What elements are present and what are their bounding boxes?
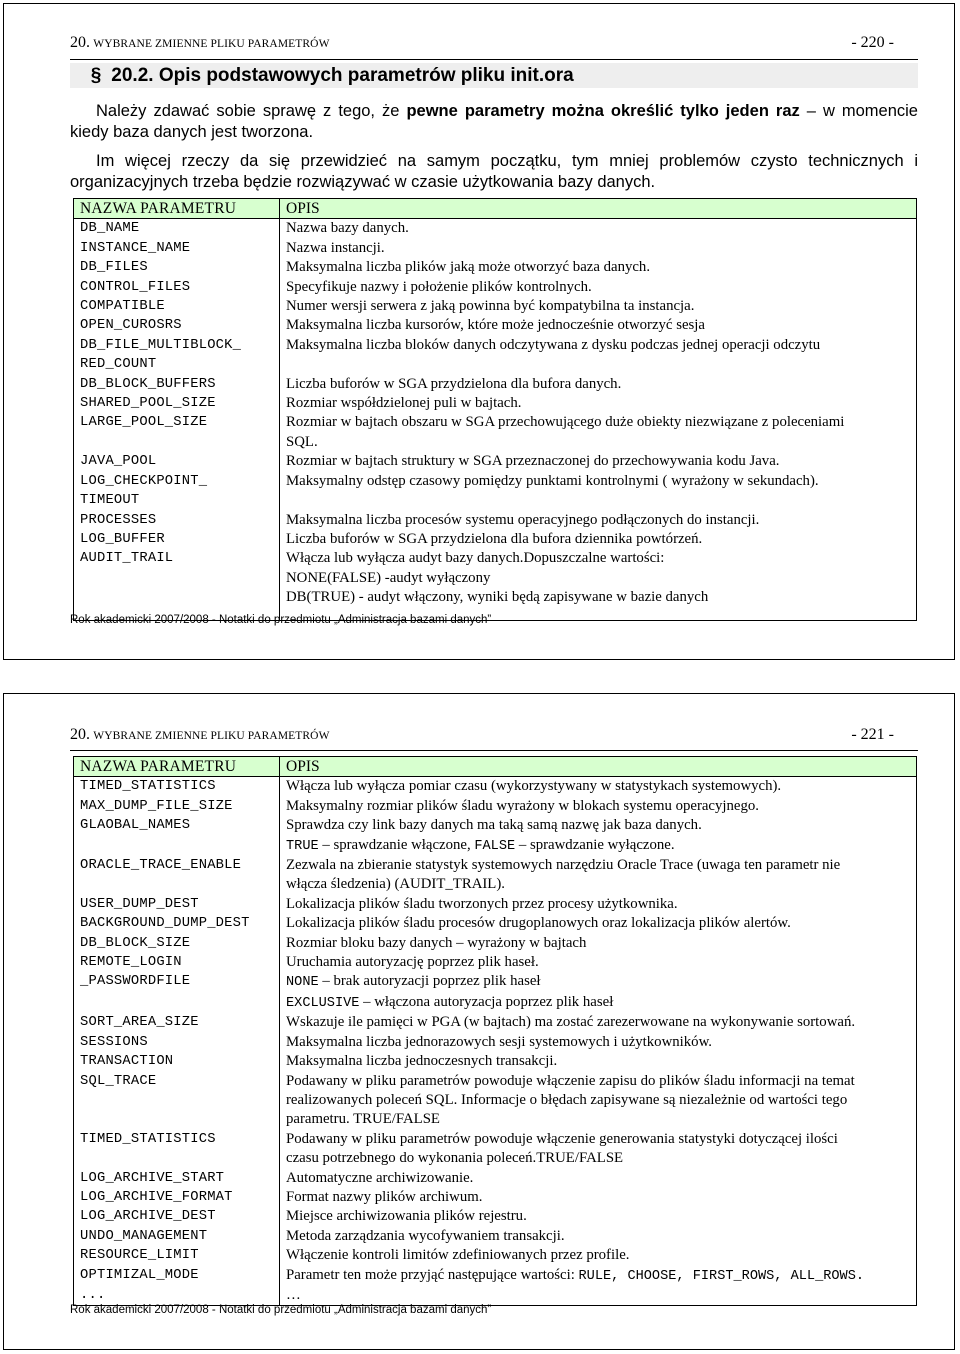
parameter-description <box>280 413 917 452</box>
parameter-name: DB_BLOCK_SIZE <box>74 934 280 953</box>
table-row <box>74 1286 917 1306</box>
description-line: Maksymalna liczba procesów systemu operacyjnego podłączonych do instancji. <box>286 511 760 528</box>
table-row <box>74 856 917 895</box>
parameter-name: JAVA_POOL <box>74 452 280 471</box>
chapter-number: 20. <box>70 34 90 51</box>
page-header <box>70 726 918 744</box>
table-row <box>74 316 917 335</box>
option-note: – włączona autoryzacja poprzez plik haseł <box>359 993 614 1010</box>
parameter-name: SORT_AREA_SIZE <box>74 1013 280 1032</box>
parameter-description <box>280 219 917 239</box>
description-line: Sprawdza czy link bazy danych ma taką samą nazwę jak baza danych. <box>286 817 702 834</box>
chapter-number: 20. <box>70 726 90 743</box>
table-row <box>74 953 917 1013</box>
description-line: Włącza lub wyłącza audyt bazy danych.Dopuszczalne wartości: <box>286 550 665 567</box>
parameter-name: BACKGROUND_DUMP_DEST <box>74 914 280 933</box>
parameters-table <box>73 198 917 621</box>
table-row <box>74 336 917 375</box>
value-false: FALSE <box>474 838 516 854</box>
parameter-name: TIMED_STATISTICS <box>74 777 280 797</box>
description-line: Maksymalny rozmiar plików śladu wyrażony w blokach systemu operacyjnego. <box>286 797 759 814</box>
description-line: Metoda zarządzania wycofywaniem transakcji. <box>286 1227 565 1244</box>
value-note: – sprawdzanie wyłączone. <box>515 836 675 853</box>
parameter-name: LOG_ARCHIVE_DEST <box>74 1207 280 1226</box>
table-row <box>74 239 917 258</box>
table-header-row <box>74 757 917 777</box>
table-row <box>74 1033 917 1052</box>
parameter-description <box>280 375 917 394</box>
parameter-description <box>280 777 917 797</box>
parameter-name: REMOTE_LOGIN _PASSWORDFILE <box>74 953 280 1013</box>
description-line: Parametr ten może przyjąć następujące wartości: RULE, CHOOSE, FIRST_ROWS, ALL_ROWS. <box>286 1266 865 1284</box>
column-header-name: NAZWA PARAMETRU <box>74 199 280 219</box>
parameter-description <box>280 511 917 530</box>
second-paragraph-text: Im więcej rzeczy da się przewidzieć na samym początku, tym mniej problemów czysto technicznych i organizacyjnych trzeba będzie rozwiązywać w czasie użytkowania bazy danych. <box>70 152 918 191</box>
description-line: Rozmiar bloku bazy danych – wyrażony w bajtach <box>286 934 587 951</box>
table-row <box>74 895 917 914</box>
parameter-description <box>280 394 917 413</box>
intro-text: Należy zdawać sobie sprawę z tego, że <box>96 102 407 120</box>
table-row <box>74 297 917 316</box>
table-row <box>74 797 917 816</box>
description-line: Specyfikuje nazwy i położenie plików kontrolnych. <box>286 278 592 295</box>
description-line <box>286 993 910 1013</box>
description-line: DB(TRUE) - audyt włączony, wyniki będą zapisywane w bazie danych <box>286 589 709 606</box>
table-row <box>74 278 917 297</box>
description-line: Wskazuje ile pamięci w PGA (w bajtach) ma zostać zarezerwowane na wykonywanie sortowań. <box>286 1014 856 1031</box>
table-row <box>74 219 917 239</box>
description-line: Maksymalna liczba kursorów, które może jednocześnie otworzyć sesja <box>286 317 705 334</box>
parameter-name: SHARED_POOL_SIZE <box>74 394 280 413</box>
description-line: Maksymalna liczba plików jaką może otworzyć baza danych. <box>286 259 651 276</box>
parameter-description <box>280 1033 917 1052</box>
description-line: Lokalizacja plików śladu procesów drugoplanowych oraz lokalizacja plików alertów. <box>286 915 791 932</box>
parameter-description <box>280 549 917 607</box>
parameter-name: DB_FILE_MULTIBLOCK_ RED_COUNT <box>74 336 280 375</box>
table-row <box>74 816 917 856</box>
parameter-name: TRANSACTION <box>74 1052 280 1071</box>
description-line: Uruchamia autoryzację poprzez plik haseł. <box>286 954 539 971</box>
table-row <box>74 375 917 394</box>
parameter-name: LOG_BUFFER <box>74 530 280 549</box>
parameter-name: OPEN_CUROSRS <box>74 316 280 335</box>
parameter-name: INSTANCE_NAME <box>74 239 280 258</box>
description-line: realizowanych poleceń SQL. Informacje o błędach zapisywane są niezależnie od wartości tego <box>286 1091 848 1108</box>
description-line: Podawany w pliku parametrów powoduje włączenie zapisu do plików śladu informacji na temat <box>286 1072 855 1089</box>
table-row <box>74 1052 917 1071</box>
second-paragraph <box>70 151 918 193</box>
parameter-description <box>280 934 917 953</box>
parameter-name: LOG_ARCHIVE_FORMAT <box>74 1188 280 1207</box>
table-row <box>74 1246 917 1265</box>
description-line: Rozmiar w bajtach struktury w SGA przeznaczonej do przechowywania kodu Java. <box>286 453 780 470</box>
parameter-description <box>280 297 917 316</box>
description-line: Podawany w pliku parametrów powoduje włączenie generowania statystyki dotyczącej ilości <box>286 1130 838 1147</box>
parameter-name: GLAOBAL_NAMES <box>74 816 280 856</box>
description-line <box>286 836 910 856</box>
parameter-description <box>280 1188 917 1207</box>
parameter-description <box>280 1013 917 1032</box>
parameter-name: LARGE_POOL_SIZE <box>74 413 280 452</box>
parameter-description <box>280 1130 917 1169</box>
page-header <box>70 34 918 52</box>
parameter-description <box>280 258 917 277</box>
description-line: Nazwa instancji. <box>286 239 385 256</box>
header-rule <box>70 750 918 751</box>
table-row <box>74 914 917 933</box>
table-row <box>74 1207 917 1226</box>
parameters-table <box>73 756 917 1306</box>
description-line: Lokalizacja plików śladu tworzonych przez procesy użytkownika. <box>286 895 678 912</box>
parameter-name: LOG_CHECKPOINT_ TIMEOUT <box>74 472 280 511</box>
parameter-description <box>280 1072 917 1130</box>
parameter-name: RESOURCE_LIMIT <box>74 1246 280 1265</box>
parameter-name: PROCESSES <box>74 511 280 530</box>
table-row <box>74 511 917 530</box>
page-footer: Rok akademicki 2007/2008 - Notatki do przedmiotu „Administracja bazami danych” <box>70 1304 492 1316</box>
column-header-desc: OPIS <box>280 199 917 219</box>
table-row <box>74 1227 917 1246</box>
description-line: Numer wersji serwera z jaką powinna być kompatybilna ta instancja. <box>286 298 695 315</box>
parameter-name: UNDO_MANAGEMENT <box>74 1227 280 1246</box>
section-title: 20.2. Opis podstawowych parametrów pliku init.ora <box>111 65 574 86</box>
table-row <box>74 1072 917 1130</box>
parameter-description <box>280 336 917 375</box>
page-number: - 220 - <box>851 34 894 51</box>
description-line: NONE(FALSE) -audyt wyłączony <box>286 569 491 586</box>
table-row <box>74 549 917 607</box>
parameter-description <box>280 1227 917 1246</box>
description-line: czasu potrzebnego do wykonania poleceń.TRUE/FALSE <box>286 1150 624 1167</box>
option-note: – brak autoryzacji poprzez plik haseł <box>318 973 541 990</box>
document-page-221 <box>3 693 955 1350</box>
table-row <box>74 1266 917 1286</box>
parameter-description <box>280 895 917 914</box>
intro-text-end: – w momencie kiedy baza danych jest tworzona. <box>70 102 918 141</box>
parameter-description <box>280 1052 917 1071</box>
option-value: NONE <box>286 975 319 991</box>
table-row <box>74 530 917 549</box>
parameter-description <box>280 1169 917 1188</box>
column-header-desc: OPIS <box>280 757 917 777</box>
description-line: Włącza lub wyłącza pomiar czasu (wykorzystywany w statystykach systemowych). <box>286 778 782 795</box>
parameter-name: TIMED_STATISTICS <box>74 1130 280 1169</box>
parameter-description <box>280 797 917 816</box>
mode-values: RULE, CHOOSE, FIRST_ROWS, ALL_ROWS. <box>578 1268 865 1284</box>
description-line: Zezwala na zbieranie statystyk systemowych narzędziu Oracle Trace (uwaga ten parametr nie <box>286 857 841 874</box>
parameter-name: AUDIT_TRAIL <box>74 549 280 607</box>
description-line: Rozmiar w bajtach obszaru w SGA przechowującego duże obiekty niezwiązane z poleceniami <box>286 414 845 431</box>
description-line: Liczba buforów w SGA przydzielona dla bufora danych. <box>286 375 622 392</box>
intro-paragraph <box>70 101 918 143</box>
description-line: Format nazwy plików archiwum. <box>286 1188 483 1205</box>
parameter-description <box>280 856 917 895</box>
description-line: SQL. <box>286 433 318 450</box>
parameter-name: ... <box>74 1286 280 1306</box>
description-line: Maksymalna liczba bloków danych odczytywana z dysku podczas jednej operacji odczytu <box>286 336 821 353</box>
parameter-name: MAX_DUMP_FILE_SIZE <box>74 797 280 816</box>
description-line: Liczba buforów w SGA przydzielona dla bufora dziennika powtórzeń. <box>286 530 703 547</box>
table-row <box>74 472 917 511</box>
parameter-name: ORACLE_TRACE_ENABLE <box>74 856 280 895</box>
description-line: Automatyczne archiwizowanie. <box>286 1169 474 1186</box>
parameter-description <box>280 1246 917 1265</box>
option-value: EXCLUSIVE <box>286 995 360 1011</box>
description-line <box>286 972 910 992</box>
table-row <box>74 934 917 953</box>
parameter-name: SESSIONS <box>74 1033 280 1052</box>
description-line: Włączenie kontroli limitów zdefiniowanych przez profile. <box>286 1247 630 1264</box>
parameter-description <box>280 953 917 1013</box>
table-row <box>74 1169 917 1188</box>
parameter-description <box>280 239 917 258</box>
table-row <box>74 1130 917 1169</box>
document-page-220 <box>3 3 955 660</box>
header-rule <box>70 59 918 60</box>
value-true: TRUE <box>286 838 319 854</box>
parameter-name: CONTROL_FILES <box>74 278 280 297</box>
parameter-description <box>280 1286 917 1306</box>
description-line: Maksymalny odstęp czasowy pomiędzy punktami kontrolnymi ( wyrażony w sekundach). <box>286 472 819 489</box>
description-line: Maksymalna liczba jednoczesnych transakcji. <box>286 1053 558 1070</box>
description-line: Nazwa bazy danych. <box>286 220 409 237</box>
parameter-description <box>280 316 917 335</box>
parameter-description <box>280 472 917 511</box>
parameter-description <box>280 816 917 856</box>
parameter-description <box>280 452 917 471</box>
parameter-description <box>280 1207 917 1226</box>
section-heading <box>70 63 918 88</box>
description-line: Rozmiar współdzielonej puli w bajtach. <box>286 395 522 412</box>
table-row <box>74 1013 917 1032</box>
parameter-description <box>280 914 917 933</box>
parameter-name: OPTIMIZAL_MODE <box>74 1266 280 1286</box>
description-line: Maksymalna liczba jednorazowych sesji systemowych i użytkowników. <box>286 1033 712 1050</box>
parameter-description <box>280 278 917 297</box>
description-line: parametru. TRUE/FALSE <box>286 1111 440 1128</box>
parameter-name: SQL_TRACE <box>74 1072 280 1130</box>
description-line: Miejsce archiwizowania plików rejestru. <box>286 1208 527 1225</box>
parameter-description <box>280 1266 917 1286</box>
description-line: … <box>286 1286 301 1303</box>
parameter-name: LOG_ARCHIVE_START <box>74 1169 280 1188</box>
page-number: - 221 - <box>851 726 894 743</box>
table-row <box>74 1188 917 1207</box>
table-header-row <box>74 199 917 219</box>
value-note: – sprawdzanie włączone, <box>318 836 475 853</box>
chapter-title: WYBRANE ZMIENNE PLIKU PARAMETRÓW <box>93 730 330 742</box>
parameter-name: DB_BLOCK_BUFFERS <box>74 375 280 394</box>
table-row <box>74 777 917 797</box>
page-footer: Rok akademicki 2007/2008 - Notatki do przedmiotu „Administracja bazami danych” <box>70 614 492 626</box>
parameter-name: DB_NAME <box>74 219 280 239</box>
description-line: włącza śledzenia) (AUDIT_TRAIL). <box>286 876 505 893</box>
parameter-name: DB_FILES <box>74 258 280 277</box>
section-symbol: § <box>90 65 102 86</box>
parameter-name: COMPATIBLE <box>74 297 280 316</box>
table-row <box>74 413 917 452</box>
chapter-title: WYBRANE ZMIENNE PLIKU PARAMETRÓW <box>93 38 330 50</box>
table-row <box>74 258 917 277</box>
column-header-name: NAZWA PARAMETRU <box>74 757 280 777</box>
table-row <box>74 452 917 471</box>
parameter-name: USER_DUMP_DEST <box>74 895 280 914</box>
intro-bold-text: pewne parametry można określić tylko jeden raz <box>406 102 800 120</box>
parameter-description <box>280 530 917 549</box>
table-row <box>74 394 917 413</box>
